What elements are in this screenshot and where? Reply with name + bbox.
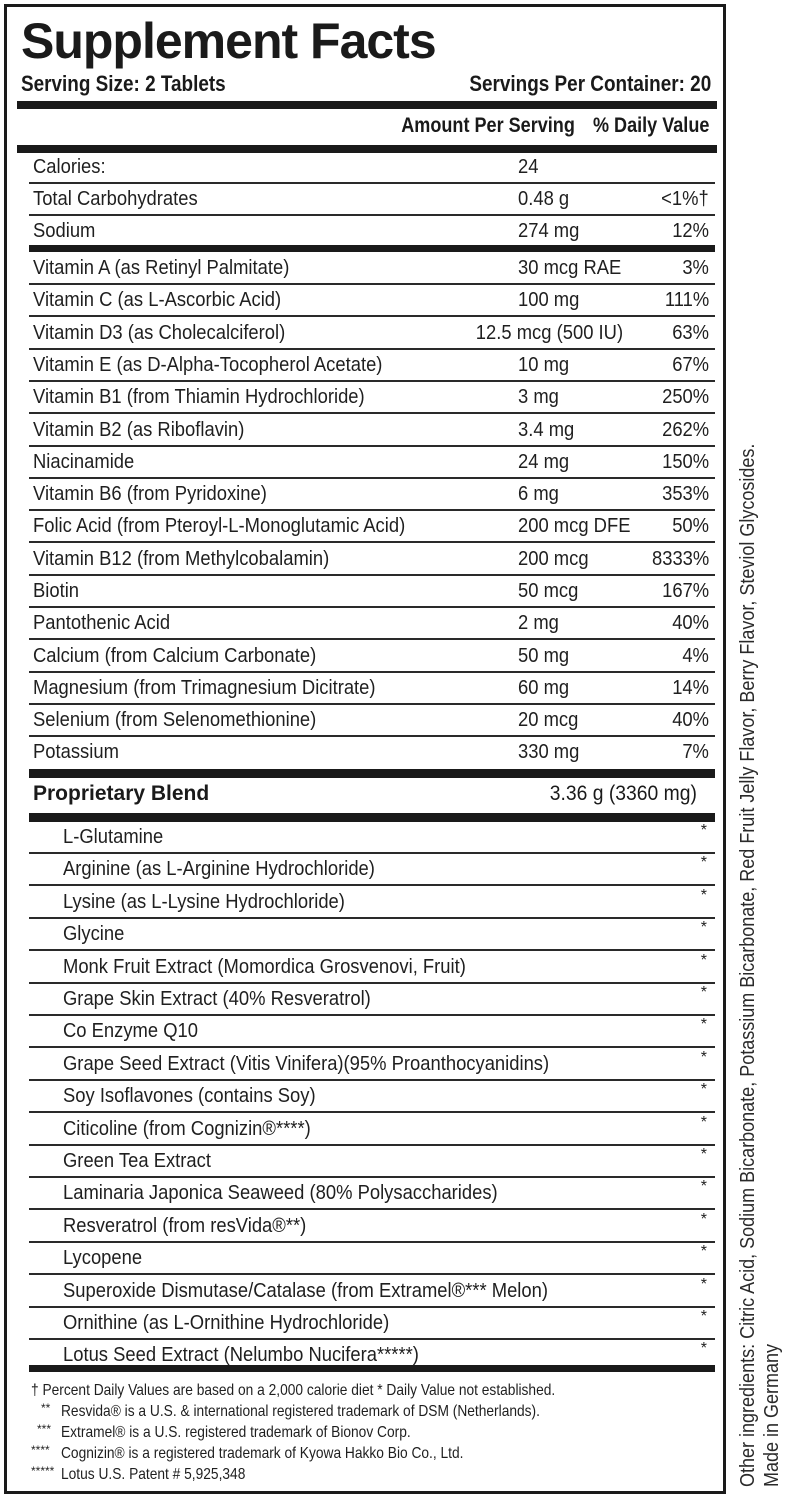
- nutrient-row: [29, 183, 715, 215]
- blend-ingredient-row: [29, 1113, 715, 1145]
- blend-amount: 3.36 g (3360 mg): [549, 782, 697, 805]
- amount-per-serving: 12.5 mcg (500 IU): [475, 322, 623, 344]
- nutrient-name: Monk Fruit Extract (Momordica Grosvenovi, Fruit): [63, 956, 466, 978]
- footnote-text: Extramel® is a U.S. registered trademark of Bionov Corp.: [61, 1424, 411, 1441]
- nutrient-row: [29, 704, 715, 736]
- nutrient-row: [29, 736, 715, 768]
- footnote-mark: ****: [31, 1443, 50, 1457]
- blend-ingredient-row: [29, 853, 715, 885]
- nutrient-name: Pantothenic Acid: [33, 612, 171, 634]
- daily-value: 167%: [661, 580, 709, 602]
- servings-per-container: Servings Per Container: 20: [469, 71, 711, 96]
- blend-ingredient-row: [29, 1339, 715, 1371]
- nutrient-name: Co Enzyme Q10: [63, 1020, 198, 1042]
- daily-value: 150%: [661, 451, 709, 473]
- footnote: [31, 1443, 721, 1464]
- footnote: [31, 1401, 721, 1422]
- dv-not-established-mark: *: [700, 1049, 707, 1066]
- footnote-mark: *****: [31, 1464, 55, 1478]
- nutrient-name: Glycine: [63, 923, 125, 945]
- dv-not-established-mark: *: [700, 822, 707, 839]
- dv-not-established-mark: *: [700, 919, 707, 936]
- nutrient-row: [29, 252, 715, 284]
- dv-not-established-mark: *: [700, 1211, 707, 1228]
- nutrient-row: [29, 381, 715, 413]
- dv-not-established-mark: *: [700, 1178, 707, 1195]
- blend-ingredient-row: [29, 1177, 715, 1209]
- thick-divider: [17, 101, 717, 109]
- nutrient-row: [29, 151, 715, 183]
- dv-not-established-mark: *: [700, 1276, 707, 1293]
- nutrient-name: Lotus Seed Extract (Nelumbo Nucifera*****): [63, 1344, 419, 1366]
- nutrient-name: Vitamin A (as Retinyl Palmitate): [33, 257, 290, 279]
- nutrient-row: [29, 607, 715, 639]
- nutrient-name: Vitamin B2 (as Riboflavin): [33, 419, 245, 441]
- nutrient-row: [29, 510, 715, 542]
- daily-value: 67%: [672, 354, 709, 376]
- amount-per-serving: 330 mg: [518, 741, 580, 763]
- daily-value: 3%: [682, 257, 709, 279]
- nutrient-row: [29, 575, 715, 607]
- nutrient-name: Niacinamide: [33, 451, 135, 473]
- nutrient-name: Total Carbohydrates: [33, 188, 198, 210]
- nutrient-name: Grape Skin Extract (40% Resveratrol): [63, 988, 371, 1010]
- nutrient-name: Calories:: [33, 156, 106, 178]
- dv-not-established-mark: *: [700, 887, 707, 904]
- other-ingredients: Other ingredients: Citric Acid, Sodium Bicarbonate, Potassium Bicarbonate, Red Fruit Jelly Flavor, Berry Flavor, Steviol Glycosides.: [737, 443, 759, 1487]
- nutrient-name: Lycopene: [63, 1247, 143, 1269]
- footnote: [31, 1380, 721, 1401]
- blend-ingredient-row: [29, 821, 715, 853]
- nutrient-row: [29, 640, 715, 672]
- footnote-mark: **: [41, 1401, 51, 1415]
- nutrient-row: [29, 672, 715, 704]
- amount-per-serving: 30 mcg RAE: [518, 257, 622, 279]
- nutrient-name: Green Tea Extract: [63, 1150, 211, 1172]
- nutrient-name: Magnesium (from Trimagnesium Dicitrate): [33, 677, 376, 699]
- nutrient-name: Arginine (as L-Arginine Hydrochloride): [63, 858, 375, 880]
- footnotes: [31, 1380, 721, 1485]
- daily-value: 111%: [664, 289, 709, 311]
- proprietary-blend-row: [29, 777, 715, 811]
- amount-per-serving: 20 mcg: [518, 709, 579, 731]
- nutrient-row: [29, 543, 715, 575]
- dv-not-established-mark: *: [700, 1016, 707, 1033]
- amount-per-serving: 0.48 g: [518, 188, 570, 210]
- amount-per-serving: 100 mg: [518, 289, 580, 311]
- blend-ingredient-row: [29, 886, 715, 918]
- nutrient-name: Ornithine (as L-Ornithine Hydrochloride): [63, 1312, 390, 1334]
- footnote: [31, 1422, 721, 1443]
- dv-not-established-mark: *: [700, 1114, 707, 1131]
- nutrient-name: Calcium (from Calcium Carbonate): [33, 645, 317, 667]
- dv-not-established-mark: *: [700, 1081, 707, 1098]
- nutrient-row: [29, 446, 715, 478]
- country-of-origin: Made in Germany: [761, 1343, 783, 1487]
- blend-ingredient-row: [29, 1080, 715, 1112]
- amount-per-serving: 3.4 mg: [518, 419, 575, 441]
- amount-column-header: Amount Per Serving: [401, 114, 575, 137]
- daily-value: 4%: [682, 645, 709, 667]
- blend-ingredient-row: [29, 951, 715, 983]
- nutrient-name: Potassium: [33, 741, 119, 763]
- nutrient-row: [29, 349, 715, 381]
- blend-ingredient-row: [29, 1275, 715, 1307]
- blend-ingredient-row: [29, 1015, 715, 1047]
- amount-per-serving: 274 mg: [518, 220, 580, 242]
- side-text: [736, 7, 784, 1487]
- amount-per-serving: 60 mg: [518, 677, 570, 699]
- nutrient-name: Vitamin E (as D-Alpha-Tocopherol Acetate): [33, 354, 383, 376]
- daily-value: 250%: [661, 386, 709, 408]
- footnote-text: † Percent Daily Values are based on a 2,000 calorie diet * Daily Value not established.: [31, 1382, 556, 1399]
- nutrient-name: L-Glutamine: [63, 826, 164, 848]
- nutrient-name: Selenium (from Selenomethionine): [33, 709, 317, 731]
- nutrient-name: Superoxide Dismutase/Catalase (from Extramel®*** Melon): [63, 1280, 548, 1302]
- amount-per-serving: 24 mg: [518, 451, 570, 473]
- nutrient-name: Biotin: [33, 580, 80, 602]
- amount-per-serving: 50 mg: [518, 645, 570, 667]
- nutrient-name: Soy Isoflavones (contains Soy): [63, 1085, 316, 1107]
- nutrient-name: Vitamin D3 (as Cholecalciferol): [33, 322, 286, 344]
- blend-ingredient-row: [29, 1242, 715, 1274]
- daily-value: 40%: [672, 709, 709, 731]
- serving-size: Serving Size: 2 Tablets: [21, 71, 226, 96]
- daily-value: 262%: [661, 419, 709, 441]
- dv-not-established-mark: *: [700, 1146, 707, 1163]
- daily-value: 14%: [672, 677, 709, 699]
- blend-ingredient-row: [29, 1210, 715, 1242]
- dv-not-established-mark: *: [700, 1308, 707, 1325]
- label-title: Supplement Facts: [21, 13, 436, 69]
- nutrient-row: [29, 215, 715, 247]
- amount-per-serving: 200 mcg: [518, 548, 589, 570]
- nutrient-name: Sodium: [33, 220, 96, 242]
- footnote-mark: ***: [37, 1422, 52, 1436]
- daily-value: 50%: [672, 515, 709, 537]
- serving-info: [21, 69, 711, 99]
- blend-ingredient-row: [29, 983, 715, 1015]
- daily-value: 12%: [672, 220, 709, 242]
- footnote-text: Resvida® is a U.S. & international registered trademark of DSM (Netherlands).: [61, 1403, 540, 1420]
- daily-value: 40%: [672, 612, 709, 634]
- nutrient-name: Laminaria Japonica Seaweed (80% Polysaccharides): [63, 1182, 498, 1204]
- nutrient-name: Resveratrol (from resVida®**): [63, 1215, 307, 1237]
- amount-per-serving: 10 mg: [518, 354, 570, 376]
- blend-ingredient-row: [29, 918, 715, 950]
- nutrient-name: Folic Acid (from Pteroyl-L-Monoglutamic Acid): [33, 515, 406, 537]
- dv-not-established-mark: *: [700, 984, 707, 1001]
- blend-ingredient-row: [29, 1307, 715, 1339]
- nutrient-row: [29, 317, 715, 349]
- amount-per-serving: 6 mg: [518, 483, 559, 505]
- daily-value: 353%: [661, 483, 709, 505]
- dv-not-established-mark: *: [700, 854, 707, 871]
- nutrient-name: Citicoline (from Cognizin®****): [63, 1118, 311, 1140]
- nutrient-row: [29, 414, 715, 446]
- blend-ingredient-row: [29, 1145, 715, 1177]
- blend-name: Proprietary Blend: [33, 782, 210, 805]
- nutrient-name: Grape Seed Extract (Vitis Vinifera)(95% Proanthocyanidins): [63, 1053, 550, 1075]
- daily-value-column-header: % Daily Value: [592, 114, 709, 137]
- nutrient-name: Vitamin B12 (from Methylcobalamin): [33, 548, 330, 570]
- daily-value: 7%: [682, 741, 709, 763]
- amount-per-serving: 50 mcg: [518, 580, 579, 602]
- nutrient-name: Vitamin B6 (from Pyridoxine): [33, 483, 267, 505]
- nutrient-name: Lysine (as L-Lysine Hydrochloride): [63, 891, 345, 913]
- nutrient-row: [29, 478, 715, 510]
- dv-not-established-mark: *: [700, 1340, 707, 1357]
- footnote-text: Lotus U.S. Patent # 5,925,348: [61, 1466, 246, 1483]
- nutrient-name: Vitamin C (as L-Ascorbic Acid): [33, 289, 282, 311]
- daily-value: 63%: [672, 322, 709, 344]
- blend-ingredient-row: [29, 1048, 715, 1080]
- nutrient-name: Vitamin B1 (from Thiamin Hydrochloride): [33, 386, 365, 408]
- daily-value: 8333%: [651, 548, 709, 570]
- dv-not-established-mark: *: [700, 1243, 707, 1260]
- amount-per-serving: 200 mcg DFE: [518, 515, 631, 537]
- amount-per-serving: 24: [518, 156, 539, 178]
- footnote-text: Cognizin® is a registered trademark of Kyowa Hakko Bio Co., Ltd.: [61, 1445, 464, 1462]
- daily-value: <1%†: [661, 188, 709, 210]
- footnote: [31, 1464, 721, 1485]
- supplement-facts-panel: [4, 4, 726, 1494]
- dv-not-established-mark: *: [700, 952, 707, 969]
- nutrient-row: [29, 284, 715, 316]
- amount-per-serving: 3 mg: [518, 386, 559, 408]
- amount-per-serving: 2 mg: [518, 612, 559, 634]
